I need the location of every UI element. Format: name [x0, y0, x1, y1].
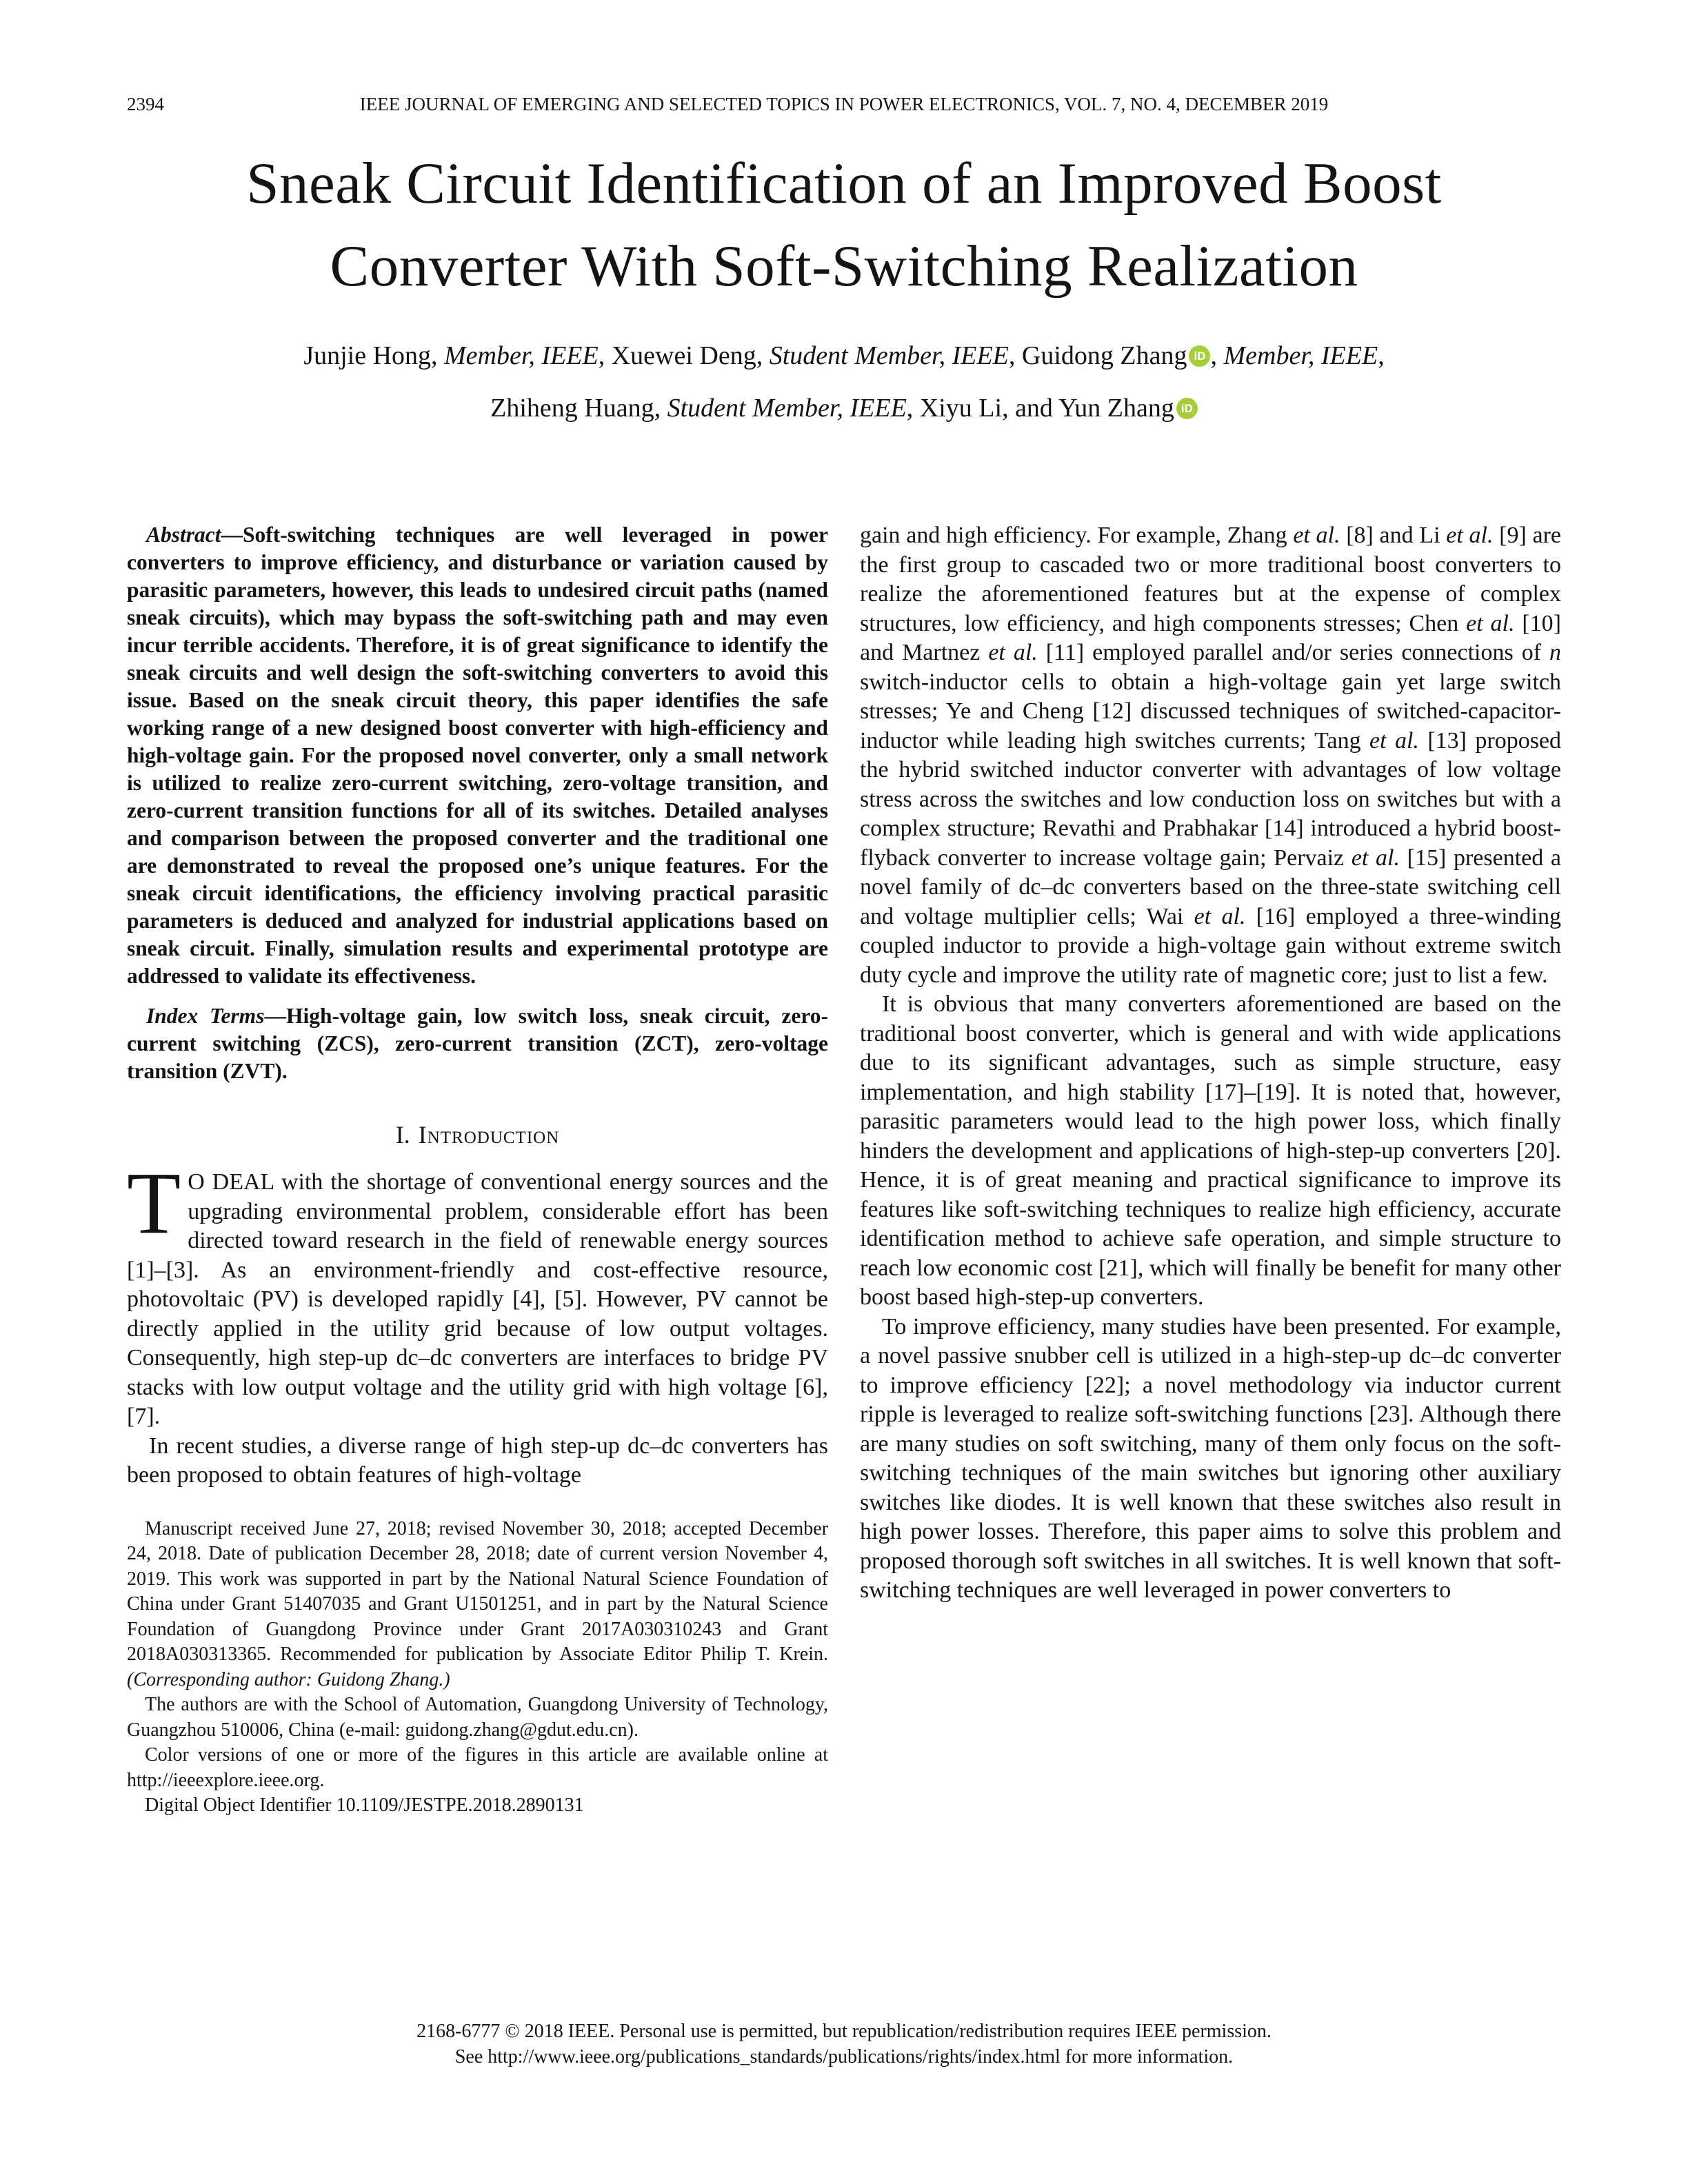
section-number: I. [395, 1121, 410, 1149]
first-page-footnote [127, 1517, 828, 1819]
intro-paragraph-2-continued: gain and high efficiency. For example, Zhang et al. [8] and Li et al. [9] are the first group to cascaded two or more traditional boost converters to realize the aforementioned features but at the expense of complex structures, low efficiency, and high components stresses; Chen et al. [10] and Martnez et al. [11] employed parallel and/or series connections of n switch-inductor cells to obtain a high-voltage gain yet large switch stresses; Ye and Cheng [12] discussed techniques of switched-capacitor-inductor while leading high switches currents; Tang et al. [13] proposed the hybrid switched inductor converter with advantages of low voltage stress across the switches and low conduction loss on switches but with a complex structure; Revathi and Prabhakar [14] introduced a hybrid boost-flyback converter to increase voltage gain; Pervaiz et al. [15] presented a novel family of dc–dc converters based on the three-state switching cell and voltage multiplier cells; Wai et al. [16] employed a three-winding coupled inductor to provide a high-voltage gain without extreme switch duty cycle and improve the utility rate of magnetic core; just to list a few. [860, 523, 1562, 988]
paper-title-line-2: Converter With Soft-Switching Realization [330, 234, 1358, 299]
footnote-manuscript-history: Manuscript received June 27, 2018; revised November 30, 2018; accepted December 24, 2018. Date of publication December 28, 2018; date of current version November 4, 2019. This work was supported in part by the National Natural Science Foundation of China under Grant 51407035 and Grant U1501251, and in part by the Natural Science Foundation of Guangdong Province under Grant 2017A030310243 and Grant 2018A030313365. Recommended for publication by Associate Editor Philip T. Krein. (Corresponding author: Guidong Zhang.) [127, 1517, 828, 1690]
paper-title [92, 142, 1596, 307]
section-heading-introduction [127, 1120, 828, 1150]
copyright-line-2: See http://www.ieee.org/publications_standards/publications/rights/index.html for more information. [454, 2046, 1234, 2067]
paper-title-line-1: Sneak Circuit Identification of an Improved Boost [246, 151, 1442, 216]
orcid-icon: iD [1176, 398, 1198, 419]
index-terms-paragraph: Index Terms—High-voltage gain, low switch loss, sneak circuit, zero-current switching (ZCS), zero-current transition (ZCT), zero-voltage transition (ZVT). [127, 1004, 828, 1083]
page-number: 2394 [127, 94, 164, 114]
right-column [860, 521, 1561, 1819]
footnote-affiliation: The authors are with the School of Automation, Guangdong University of Technology, Guangzhou 510006, China (e-mail: guidong.zhang@gdut.edu.cn). [127, 1694, 828, 1741]
authors-line-2: Zhiheng Huang, Student Member, IEEE, Xiyu Li, and Yun Zhang iD [127, 382, 1561, 434]
intro-paragraph-2: In recent studies, a diverse range of high step-up dc–dc converters has been proposed to obtain features of high-voltage [127, 1433, 828, 1488]
abstract-paragraph: Abstract—Soft-switching techniques are well leveraged in power converters to improve efficiency, and disturbance or variation caused by parasitic parameters, however, this leads to undesired circuit paths (named sneak circuits), which may bypass the soft-switching path and may even incur terrible accidents. Therefore, it is of great significance to identify the sneak circuits and well design the soft-switching converters to avoid this issue. Based on the sneak circuit theory, this paper identifies the safe working range of a new designed boost converter with high-efficiency and high-voltage gain. For the proposed novel converter, only a small network is utilized to realize zero-current switching, zero-voltage transition, and zero-current transition functions for all of its switches. Detailed analyses and comparison between the proposed converter and the traditional one are demonstrated to reveal the proposed one’s unique features. For the sneak circuit identifications, the efficiency involving practical parasitic parameters is deduced and analyzed for industrial applications based on sneak circuit. Finally, simulation results and experimental prototype are addressed to validate its effectiveness. [127, 523, 828, 988]
footnote-color-versions: Color versions of one or more of the figures in this article are available online at http://ieeexplore.ieee.org. [127, 1744, 828, 1791]
authors-line-1: Junjie Hong, Member, IEEE, Xuewei Deng, Student Member, IEEE, Guidong Zhang iD , Member, IEEE, [303, 341, 1385, 370]
two-column-body [127, 521, 1561, 1819]
journal-title: IEEE JOURNAL OF EMERGING AND SELECTED TOPICS IN POWER ELECTRONICS, VOL. 7, NO. 4, DECEMBER 2019 [359, 94, 1329, 114]
intro-paragraph-4: To improve efficiency, many studies have been presented. For example, a novel passive snubber cell is utilized in a high-step-up dc–dc converter to improve efficiency [22]; a novel methodology via inductor current ripple is leveraged to realize soft-switching functions [23]. Although there are many studies on soft switching, many of them only focus on the soft-switching techniques of the main switches but ignoring other auxiliary switches like diodes. It is well known that these switches also result in high power losses. Therefore, this paper aims to solve this problem and proposed thorough soft switches in all switches. It is well known that soft-switching techniques are well leveraged in power converters to [860, 1313, 1561, 1603]
copyright-line-1: 2168-6777 © 2018 IEEE. Personal use is permitted, but republication/redistribution requires IEEE permission. [416, 2021, 1272, 2042]
running-head [127, 94, 1561, 114]
authors-block [127, 330, 1561, 434]
intro-paragraph-1: T O DEAL with the shortage of conventional energy sources and the upgrading environmental problem, considerable effort has been directed toward research in the field of renewable energy sources [1]–[3]. As an environment-friendly and cost-effective resource, photovoltaic (PV) is developed rapidly [4], [5]. However, PV cannot be directly applied in the utility grid because of low output voltages. Consequently, high step-up dc–dc converters are interfaces to bridge PV stacks with low output voltage and the utility grid with high voltage [6], [7]. [127, 1154, 828, 1429]
left-column [127, 521, 828, 1819]
intro-paragraph-3: It is obvious that many converters aforementioned are based on the traditional boost converter, which is general and with wide applications due to its significant advantages, such as simple structure, easy implementation, and high stability [17]–[19]. It is noted that, however, parasitic parameters would lead to the high power loss, which finally hinders the development and applications of high-step-up converters [20]. Hence, it is of great meaning and practical significance to improve its features like soft-switching techniques to realize high efficiency, accurate identification method to achieve safe operation, and simple structure to reach low economic cost [21], which will finally be benefit for many other boost based high-step-up converters. [860, 991, 1561, 1310]
copyright-footer [0, 2019, 1688, 2070]
orcid-icon: iD [1189, 345, 1210, 367]
footnote-doi: Digital Object Identifier 10.1109/JESTPE.2018.2890131 [145, 1794, 584, 1816]
section-title: Introduction [418, 1121, 560, 1149]
